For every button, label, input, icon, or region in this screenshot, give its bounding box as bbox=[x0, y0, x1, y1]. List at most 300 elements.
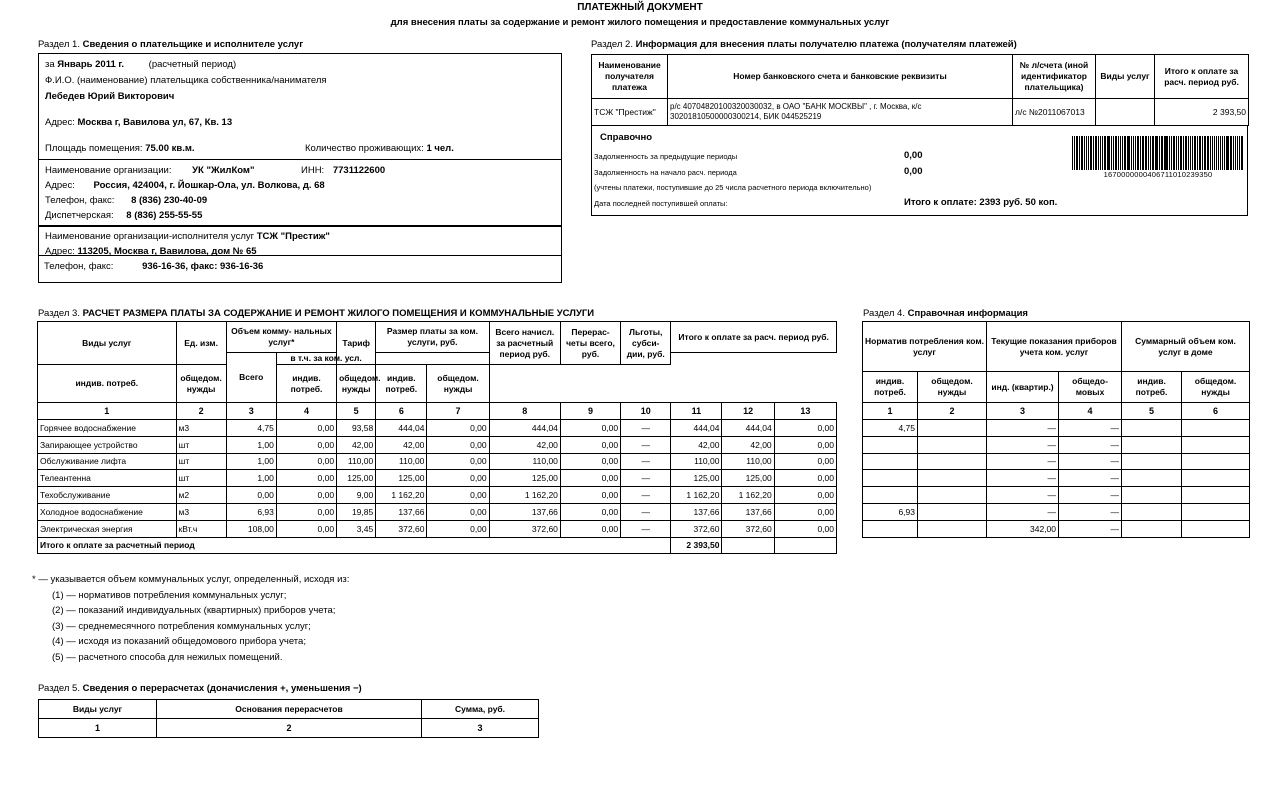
barcode-bar bbox=[1235, 136, 1236, 170]
h-fee-common: общедом. нужды bbox=[337, 365, 376, 403]
service-value: 4,75 bbox=[226, 420, 276, 437]
service-value: 42,00 bbox=[376, 436, 427, 453]
barcode-bar bbox=[1156, 136, 1157, 170]
org-address-line bbox=[45, 180, 325, 191]
barcode-bar bbox=[1230, 136, 1232, 170]
total-value: 2 393,50 bbox=[671, 537, 722, 553]
barcode-bar bbox=[1207, 136, 1208, 170]
service-value: 1,00 bbox=[226, 470, 276, 487]
barcode-bar bbox=[1185, 136, 1186, 170]
service-value: 0,00 bbox=[774, 420, 836, 437]
org-line bbox=[45, 165, 254, 176]
barcode-bar bbox=[1192, 136, 1193, 170]
service-value: 42,00 bbox=[722, 436, 774, 453]
total-amount: 2 393,50 bbox=[1155, 99, 1249, 126]
reference-value bbox=[1182, 470, 1250, 487]
executor-phone-value: 936-16-36, факс: 936-16-36 bbox=[142, 261, 264, 272]
service-value: 0,00 bbox=[560, 503, 620, 520]
service-row bbox=[38, 503, 837, 520]
reference-row bbox=[863, 420, 1250, 437]
barcode-bar bbox=[1107, 136, 1108, 170]
col-number: 5 bbox=[337, 403, 376, 420]
service-name: Обслуживание лифта bbox=[38, 453, 177, 470]
area-label: Площадь помещения: bbox=[45, 143, 143, 154]
service-value: 137,66 bbox=[489, 503, 560, 520]
payer-address-label: Адрес: bbox=[45, 117, 75, 128]
service-value: 125,00 bbox=[671, 470, 722, 487]
period-prefix: за bbox=[45, 59, 55, 70]
bank-details bbox=[668, 99, 1013, 126]
service-value: 0,00 bbox=[774, 453, 836, 470]
barcode-bar bbox=[1171, 136, 1172, 170]
org-address-value: Россия, 424004, г. Йошкар-Ола, ул. Волкова, д. 68 bbox=[93, 180, 325, 191]
barcode-bar bbox=[1102, 136, 1103, 170]
reference-value bbox=[1122, 436, 1182, 453]
org-address-label: Адрес: bbox=[45, 180, 75, 191]
payer-address-value: Москва г, Вавилова ул, 67, Кв. 13 bbox=[77, 117, 233, 128]
period-value: Январь 2011 г. bbox=[57, 59, 125, 70]
debt-note: (учтены платежи, поступившие до 25 числа расчетного периода включительно) bbox=[594, 183, 872, 192]
service-value: 0,00 bbox=[276, 470, 336, 487]
barcode-bar bbox=[1220, 136, 1221, 170]
section2-title: Информация для внесения платы получателю платежа (получателям платежей) bbox=[635, 39, 1017, 50]
barcode-bar bbox=[1137, 136, 1138, 170]
service-row bbox=[38, 436, 837, 453]
calculation-table bbox=[37, 321, 837, 554]
footnote-item: (4) — исходя из показаний общедомового прибора учета; bbox=[52, 636, 306, 647]
reference-value: 4,75 bbox=[863, 420, 918, 437]
empty-cell bbox=[774, 537, 836, 553]
barcode-bar bbox=[1128, 136, 1129, 170]
section3-prefix: Раздел 3. bbox=[38, 308, 80, 319]
section2-prefix: Раздел 2. bbox=[591, 39, 633, 50]
barcode-bar bbox=[1214, 136, 1215, 170]
reference-info-body bbox=[863, 403, 1250, 538]
service-value: — bbox=[621, 487, 671, 504]
h4-ind-apt: инд. (квартир.) bbox=[987, 372, 1059, 403]
reference-title: Справочно bbox=[600, 132, 653, 143]
reference-value: — bbox=[1059, 487, 1122, 504]
reference-value: 342,00 bbox=[987, 520, 1059, 537]
h-volume: Объем комму- нальных услуг* bbox=[226, 322, 336, 353]
executor-address-value: 113205, Москва г, Вавилова, дом № 65 bbox=[77, 246, 257, 257]
service-unit: кВт.ч bbox=[176, 520, 226, 537]
reference-row bbox=[863, 470, 1250, 487]
last-payment-label: Дата последней поступившей оплаты: bbox=[594, 199, 728, 208]
barcode-bar bbox=[1104, 136, 1105, 170]
barcode-bar bbox=[1098, 136, 1099, 170]
h-due-common: общедом. нужды bbox=[427, 365, 489, 403]
reference-value: — bbox=[1059, 520, 1122, 537]
service-value: 1 162,20 bbox=[489, 487, 560, 504]
reference-value bbox=[918, 453, 987, 470]
fio-label: Ф.И.О. (наименование) плательщика собственника/нанимателя bbox=[45, 75, 327, 86]
h-services: Виды услуг bbox=[38, 322, 177, 365]
reference-value: — bbox=[1059, 503, 1122, 520]
service-value: 0,00 bbox=[276, 453, 336, 470]
reference-value bbox=[1122, 453, 1182, 470]
service-value: 110,00 bbox=[489, 453, 560, 470]
barcode-bar bbox=[1113, 136, 1114, 170]
service-value: 137,66 bbox=[376, 503, 427, 520]
col-number: 4 bbox=[1059, 403, 1122, 420]
barcode-bar bbox=[1224, 136, 1225, 170]
service-value: 372,60 bbox=[671, 520, 722, 537]
barcode-bar bbox=[1239, 136, 1240, 170]
barcode-bar bbox=[1100, 136, 1101, 170]
col-number: 1 bbox=[863, 403, 918, 420]
service-value: — bbox=[621, 436, 671, 453]
barcode-bar bbox=[1169, 136, 1170, 170]
debt-start-value: 0,00 bbox=[904, 166, 923, 177]
section4-prefix: Раздел 4. bbox=[863, 308, 905, 319]
section3-heading bbox=[38, 308, 594, 319]
service-value: 125,00 bbox=[337, 470, 376, 487]
service-value: 137,66 bbox=[722, 503, 774, 520]
column-number-row bbox=[863, 403, 1250, 420]
reference-value: — bbox=[1059, 453, 1122, 470]
barcode-bar bbox=[1135, 136, 1136, 170]
col-number: 5 bbox=[1122, 403, 1182, 420]
h4-common: общедом. нужды bbox=[918, 372, 987, 403]
service-row bbox=[38, 420, 837, 437]
section1-prefix: Раздел 1. bbox=[38, 39, 80, 50]
executor-value: ТСЖ "Престиж" bbox=[256, 231, 330, 242]
h4-indiv: индив. потреб. bbox=[863, 372, 918, 403]
h-total-charged: Всего начисл. за расчетный период руб. bbox=[489, 322, 560, 365]
h-vol-common: общедом. нужды bbox=[176, 365, 226, 403]
service-row bbox=[38, 470, 837, 487]
reference-value: — bbox=[987, 420, 1059, 437]
col-number: 13 bbox=[774, 403, 836, 420]
barcode-bar bbox=[1159, 136, 1160, 170]
col-number: 6 bbox=[1182, 403, 1250, 420]
h5-services: Виды услуг bbox=[39, 700, 157, 719]
org-label: Наименование организации: bbox=[45, 165, 172, 176]
executor-phone-label: Телефон, факс: bbox=[44, 261, 114, 272]
barcode-bar bbox=[1164, 136, 1165, 170]
col-number: 11 bbox=[671, 403, 722, 420]
service-name: Запирающее устройство bbox=[38, 436, 177, 453]
barcode-number: 1670000000406711010239350 bbox=[1103, 170, 1213, 179]
service-value: 0,00 bbox=[427, 436, 489, 453]
period-line bbox=[45, 59, 236, 70]
service-value: 444,04 bbox=[722, 420, 774, 437]
debt-prev-label: Задолженность за предыдущие периоды bbox=[594, 152, 738, 161]
reference-info-table bbox=[862, 321, 1250, 538]
col-number: 3 bbox=[226, 403, 276, 420]
reference-value: — bbox=[987, 470, 1059, 487]
service-row bbox=[38, 487, 837, 504]
reference-value bbox=[1182, 487, 1250, 504]
barcode-bar bbox=[1227, 136, 1228, 170]
reference-value bbox=[918, 487, 987, 504]
service-value: 372,60 bbox=[376, 520, 427, 537]
debt-prev-value: 0,00 bbox=[904, 150, 923, 161]
debt-start-label: Задолженность на начало расч. периода bbox=[594, 168, 737, 177]
service-value: 108,00 bbox=[226, 520, 276, 537]
service-value: 19,85 bbox=[337, 503, 376, 520]
barcode bbox=[1072, 136, 1244, 179]
service-value: 9,00 bbox=[337, 487, 376, 504]
service-value: 0,00 bbox=[276, 487, 336, 504]
barcode-bar bbox=[1176, 136, 1177, 170]
service-value: 0,00 bbox=[560, 453, 620, 470]
col-number: 2 bbox=[918, 403, 987, 420]
service-value: — bbox=[621, 453, 671, 470]
service-value: 0,00 bbox=[560, 487, 620, 504]
h4-sum-indiv: индив. потреб. bbox=[1122, 372, 1182, 403]
section1-heading bbox=[38, 39, 303, 50]
col-total: Итого к оплате за расч. период руб. bbox=[1155, 55, 1249, 99]
service-value: 0,00 bbox=[276, 436, 336, 453]
service-value: 0,00 bbox=[774, 487, 836, 504]
col-number: 9 bbox=[560, 403, 620, 420]
reference-value bbox=[863, 520, 918, 537]
reference-value bbox=[918, 503, 987, 520]
barcode-bar bbox=[1199, 136, 1200, 170]
service-row bbox=[38, 520, 837, 537]
service-value: 0,00 bbox=[560, 436, 620, 453]
barcode-bar bbox=[1081, 136, 1082, 170]
col-number: 1 bbox=[38, 403, 177, 420]
barcode-bar bbox=[1152, 136, 1153, 170]
service-value: 0,00 bbox=[774, 503, 836, 520]
reference-value: — bbox=[1059, 470, 1122, 487]
col-number: 4 bbox=[276, 403, 336, 420]
col-number: 6 bbox=[376, 403, 427, 420]
h-due: Итого к оплате за расч. период руб. bbox=[671, 322, 837, 353]
col-number: 3 bbox=[987, 403, 1059, 420]
reference-value bbox=[918, 420, 987, 437]
barcode-bar bbox=[1145, 136, 1147, 170]
barcode-bar bbox=[1155, 136, 1156, 170]
dispatch-value: 8 (836) 255-55-55 bbox=[126, 210, 203, 221]
org-value: УК "ЖилКом" bbox=[192, 165, 255, 176]
barcode-bar bbox=[1076, 136, 1078, 170]
bank-line1: р/с 40704820100320030032, в ОАО "БАНК МОСКВЫ" , г. Москва, к/с bbox=[670, 102, 922, 111]
service-value: 93,58 bbox=[337, 420, 376, 437]
reference-value bbox=[918, 520, 987, 537]
service-value: 110,00 bbox=[671, 453, 722, 470]
col-recipient: Наименование получателя платежа bbox=[592, 55, 668, 99]
executor-address-label: Адрес: bbox=[45, 246, 75, 257]
service-value: — bbox=[621, 470, 671, 487]
residents-line bbox=[305, 143, 454, 154]
service-row bbox=[38, 453, 837, 470]
h-benefits: Льготы, субси- дии, руб. bbox=[621, 322, 671, 365]
barcode-bar bbox=[1148, 136, 1149, 170]
reference-value bbox=[863, 453, 918, 470]
col-number: 8 bbox=[489, 403, 560, 420]
barcode-bar bbox=[1142, 136, 1143, 170]
barcode-bar bbox=[1115, 136, 1116, 170]
service-value: 0,00 bbox=[774, 520, 836, 537]
barcode-bar bbox=[1122, 136, 1123, 170]
barcode-bar bbox=[1216, 136, 1217, 170]
residents-label: Количество проживающих: bbox=[305, 143, 424, 154]
divider bbox=[39, 159, 561, 160]
footnote-intro: * — указывается объем коммунальных услуг, определенный, исходя из: bbox=[32, 574, 350, 585]
section4-title: Справочная информация bbox=[907, 308, 1028, 319]
org-phone-value: 8 (836) 230-40-09 bbox=[131, 195, 208, 206]
service-value: 42,00 bbox=[671, 436, 722, 453]
service-value: 0,00 bbox=[560, 520, 620, 537]
h5-basis: Основания перерасчетов bbox=[157, 700, 422, 719]
barcode-bar bbox=[1150, 136, 1151, 170]
reference-value bbox=[863, 470, 918, 487]
reference-value bbox=[1122, 520, 1182, 537]
reference-value: — bbox=[987, 453, 1059, 470]
service-value: 444,04 bbox=[376, 420, 427, 437]
barcode-bar bbox=[1188, 136, 1189, 170]
service-value: 0,00 bbox=[276, 503, 336, 520]
col-number: 2 bbox=[176, 403, 226, 420]
footnote-item: (2) — показаний индивидуальных (квартирных) приборов учета; bbox=[52, 605, 336, 616]
h-sum: Суммарный объем ком. услуг в доме bbox=[1122, 322, 1250, 372]
barcode-bar bbox=[1165, 136, 1167, 170]
reference-value bbox=[1182, 453, 1250, 470]
area-value: 75.00 кв.м. bbox=[145, 143, 195, 154]
section5-heading bbox=[38, 683, 362, 694]
service-value: 0,00 bbox=[276, 420, 336, 437]
h-norm: Норматив потребления ком. услуг bbox=[863, 322, 987, 372]
col-number: 1 bbox=[39, 719, 157, 738]
barcode-bar bbox=[1088, 136, 1089, 170]
pay-total: Итого к оплате: 2393 руб. 50 коп. bbox=[904, 197, 1058, 208]
barcode-bar bbox=[1180, 136, 1182, 170]
reference-value: — bbox=[987, 487, 1059, 504]
reference-value: 6,93 bbox=[863, 503, 918, 520]
barcode-bar bbox=[1095, 136, 1096, 170]
period-note: (расчетный период) bbox=[148, 59, 237, 70]
service-value: 0,00 bbox=[276, 520, 336, 537]
barcode-bar bbox=[1226, 136, 1227, 170]
service-value: 0,00 bbox=[774, 436, 836, 453]
service-value: 42,00 bbox=[489, 436, 560, 453]
service-name: Электрическая энергия bbox=[38, 520, 177, 537]
barcode-bar bbox=[1086, 136, 1087, 170]
reference-value bbox=[918, 470, 987, 487]
service-value: 444,04 bbox=[489, 420, 560, 437]
col-account: № л/счета (иной идентификатор плательщика) bbox=[1013, 55, 1096, 99]
barcode-bar bbox=[1210, 136, 1211, 170]
service-value: 0,00 bbox=[427, 487, 489, 504]
h4-sum-common: общедом. нужды bbox=[1182, 372, 1250, 403]
service-value: 1 162,20 bbox=[671, 487, 722, 504]
barcode-bar bbox=[1161, 136, 1162, 170]
account-number: л/с №2011067013 bbox=[1013, 99, 1096, 126]
service-name: Телеантенна bbox=[38, 470, 177, 487]
barcode-bar bbox=[1127, 136, 1128, 170]
reference-value bbox=[863, 487, 918, 504]
footnote-item: (3) — среднемесячного потребления коммунальных услуг; bbox=[52, 620, 311, 632]
service-value: 1 162,20 bbox=[722, 487, 774, 504]
barcode-bar bbox=[1218, 136, 1219, 170]
service-value: — bbox=[621, 420, 671, 437]
barcode-bar bbox=[1118, 136, 1119, 170]
service-unit: шт bbox=[176, 453, 226, 470]
service-value: 1,00 bbox=[226, 436, 276, 453]
reference-row bbox=[863, 436, 1250, 453]
reference-value bbox=[918, 436, 987, 453]
service-value: 1 162,20 bbox=[376, 487, 427, 504]
service-unit: м2 bbox=[176, 487, 226, 504]
dispatch-line bbox=[45, 210, 202, 221]
service-value: 110,00 bbox=[376, 453, 427, 470]
barcode-bar bbox=[1140, 136, 1141, 170]
reference-value: — bbox=[1059, 420, 1122, 437]
col-number: 7 bbox=[427, 403, 489, 420]
footnotes bbox=[32, 574, 349, 667]
col-number: 3 bbox=[422, 719, 539, 738]
h-tariff: Тариф bbox=[337, 322, 376, 365]
executor-label: Наименование организации-исполнителя услуг bbox=[45, 231, 255, 242]
service-unit: шт bbox=[176, 436, 226, 453]
section2-heading bbox=[591, 39, 1017, 50]
reference-row bbox=[863, 503, 1250, 520]
service-unit: м3 bbox=[176, 503, 226, 520]
h-fee-indiv: индив. потреб. bbox=[276, 365, 336, 403]
inn-line bbox=[301, 165, 385, 176]
reference-value: — bbox=[987, 436, 1059, 453]
service-value: 372,60 bbox=[489, 520, 560, 537]
h-fee: Размер платы за ком. услуги, руб. bbox=[376, 322, 489, 353]
service-unit: м3 bbox=[176, 420, 226, 437]
barcode-bars bbox=[1072, 136, 1244, 170]
service-value: — bbox=[621, 503, 671, 520]
recalculation-table bbox=[38, 699, 539, 738]
barcode-bar bbox=[1204, 136, 1206, 170]
barcode-bar bbox=[1212, 136, 1213, 170]
section5-title: Сведения о перерасчетах (доначисления +, уменьшения −) bbox=[82, 683, 362, 694]
service-value: 0,00 bbox=[427, 453, 489, 470]
service-name: Горячее водоснабжение bbox=[38, 420, 177, 437]
reference-row bbox=[863, 453, 1250, 470]
h-due-incl: в т.ч. за ком. усл. bbox=[276, 353, 375, 365]
service-value: 444,04 bbox=[671, 420, 722, 437]
col-bank: Номер банковского счета и банковские реквизиты bbox=[668, 55, 1013, 99]
document-subtitle: для внесения платы за содержание и ремонт жилого помещения и предоставление коммунальных услуг bbox=[390, 17, 890, 28]
residents-value: 1 чел. bbox=[426, 143, 454, 154]
recipient-table bbox=[591, 54, 1249, 126]
barcode-bar bbox=[1093, 136, 1094, 170]
total-row bbox=[38, 537, 837, 553]
service-value: 110,00 bbox=[337, 453, 376, 470]
barcode-bar bbox=[1194, 136, 1196, 170]
barcode-bar bbox=[1084, 136, 1085, 170]
area-line bbox=[45, 143, 195, 154]
reference-value bbox=[1182, 420, 1250, 437]
barcode-bar bbox=[1173, 136, 1175, 170]
barcode-bar bbox=[1108, 136, 1109, 170]
barcode-bar bbox=[1072, 136, 1073, 170]
service-value: 372,60 bbox=[722, 520, 774, 537]
h-due-indiv: индив. потреб. bbox=[376, 365, 427, 403]
dispatch-label: Диспетчерская: bbox=[45, 210, 114, 221]
barcode-bar bbox=[1124, 136, 1125, 170]
barcode-bar bbox=[1074, 136, 1075, 170]
reference-value: — bbox=[1059, 436, 1122, 453]
org-phone-label: Телефон, факс: bbox=[45, 195, 115, 206]
section5-prefix: Раздел 5. bbox=[38, 683, 80, 694]
service-value: 0,00 bbox=[226, 487, 276, 504]
h-current: Текущие показания приборов учета ком. услуг bbox=[987, 322, 1122, 372]
empty-cell bbox=[722, 537, 774, 553]
total-label: Итого к оплате за расчетный период bbox=[38, 537, 671, 553]
inn-value: 7731122600 bbox=[332, 165, 386, 176]
reference-row bbox=[863, 520, 1250, 537]
